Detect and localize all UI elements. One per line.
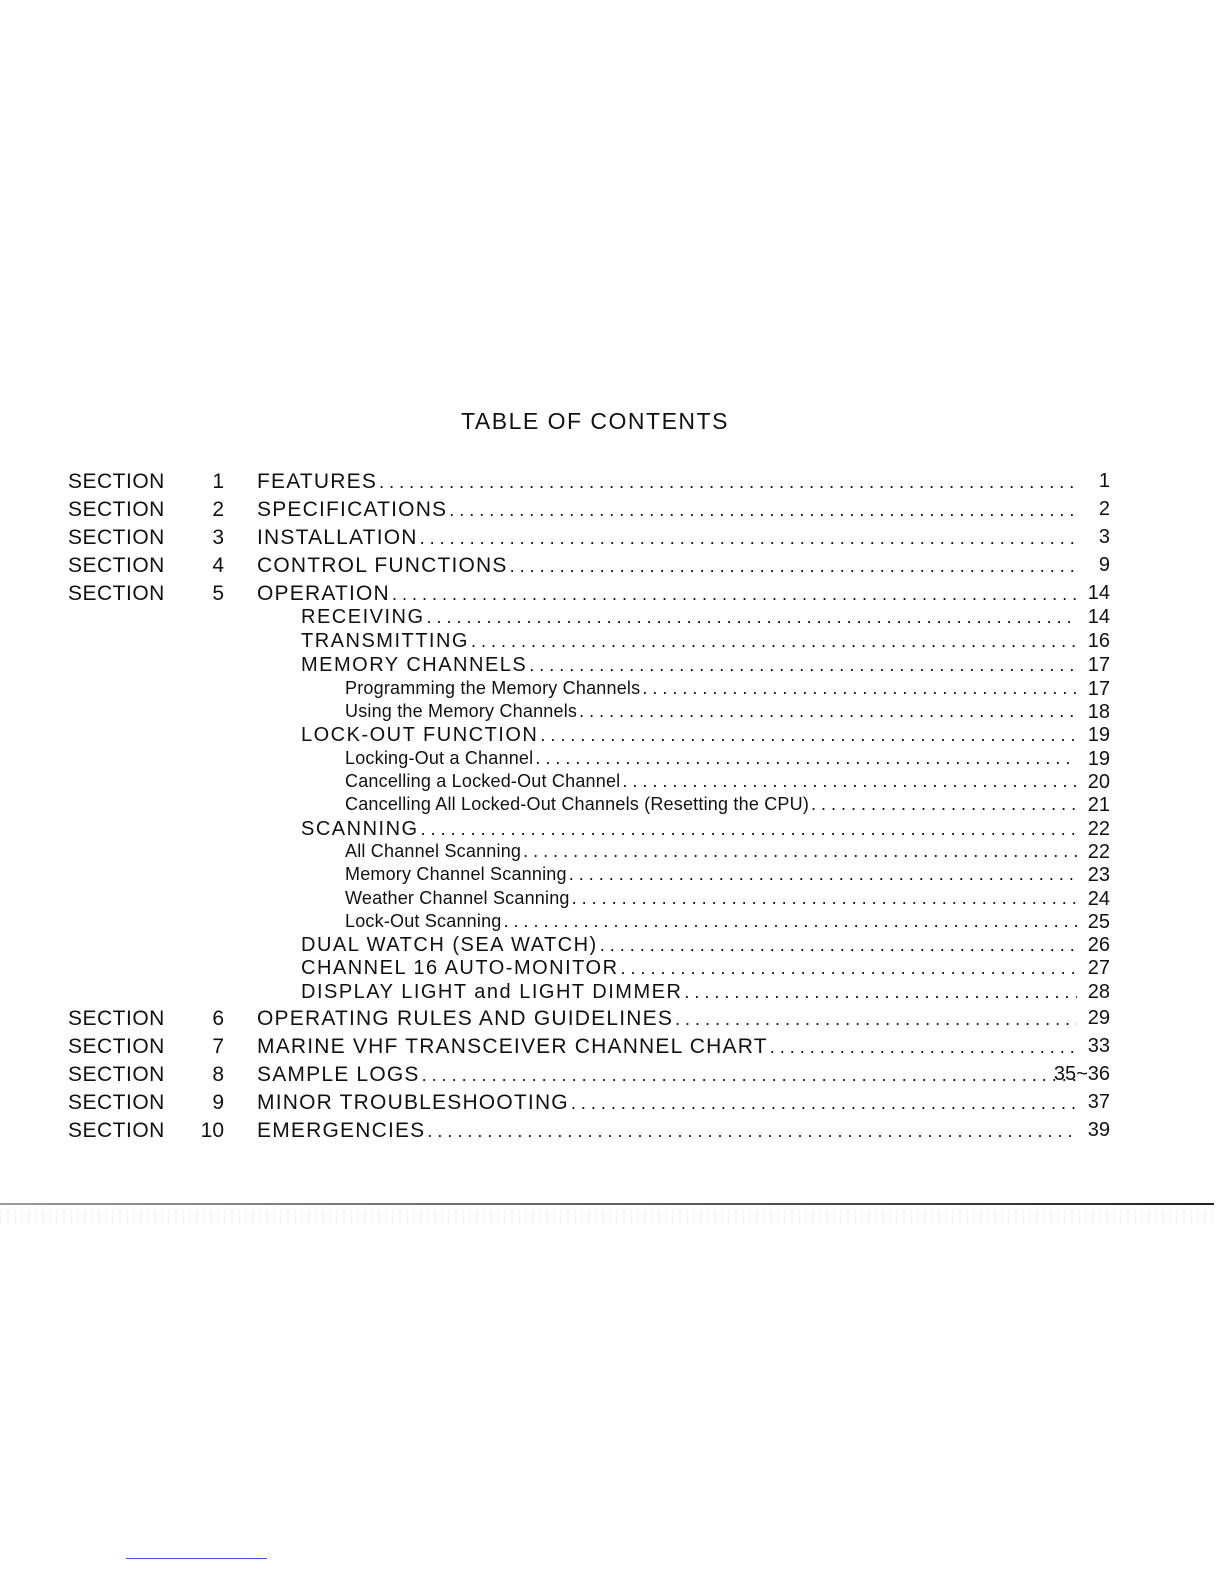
toc-row: [0, 1035, 1224, 1061]
toc-entry[interactable]: [257, 470, 1077, 494]
page-number: 3: [1098, 526, 1110, 548]
toc-entry[interactable]: [345, 794, 1077, 815]
dot-leader: [809, 794, 1077, 815]
toc-entry-title: Cancelling a Locked-Out Channel: [345, 771, 621, 791]
toc-row: [0, 1119, 1224, 1145]
section-label: SECTION: [68, 470, 165, 493]
dot-leader: [420, 1065, 1077, 1086]
page-number: 17: [1087, 678, 1110, 700]
dot-leader: [533, 748, 1077, 769]
toc-row: [0, 794, 1224, 820]
page-number: 28: [1087, 981, 1110, 1003]
toc-row: [0, 526, 1224, 552]
dot-leader: [419, 819, 1077, 840]
toc-entry-title: Programming the Memory Channels: [345, 678, 641, 698]
section-number: 1: [212, 470, 224, 493]
page-number: 1: [1098, 470, 1110, 492]
dot-leader: [508, 556, 1077, 577]
dot-leader: [538, 725, 1077, 746]
page-number: 24: [1087, 888, 1110, 910]
toc-entry[interactable]: [257, 526, 1077, 550]
dot-leader: [425, 607, 1077, 628]
toc-entry[interactable]: [301, 654, 1077, 677]
section-number: 2: [212, 498, 224, 521]
toc-entry-title: DUAL WATCH (SEA WATCH): [301, 934, 598, 956]
page-number: 29: [1087, 1007, 1110, 1029]
toc-row: [0, 724, 1224, 750]
toc-entry[interactable]: [257, 554, 1077, 578]
toc-entry[interactable]: [301, 818, 1077, 841]
toc-entry-title: Locking-Out a Channel: [345, 748, 534, 768]
toc-row: [0, 1063, 1224, 1089]
toc-row: [0, 630, 1224, 656]
toc-entry[interactable]: [345, 888, 1077, 909]
toc-row: [0, 981, 1224, 1007]
toc-entry[interactable]: [301, 606, 1077, 629]
toc-entry-title: Cancelling All Locked-Out Channels (Resetting the CPU): [345, 794, 810, 814]
toc-entry[interactable]: [257, 1007, 1077, 1031]
toc-entry[interactable]: [345, 678, 1077, 699]
section-number: 6: [212, 1007, 224, 1030]
section-label: SECTION: [68, 1063, 165, 1086]
dot-leader: [469, 631, 1077, 652]
dot-leader: [598, 935, 1077, 956]
dot-leader: [418, 528, 1077, 549]
page-number: 20: [1087, 771, 1110, 793]
section-number: 7: [212, 1035, 224, 1058]
toc-entry[interactable]: [301, 630, 1077, 653]
toc-entry[interactable]: [257, 1035, 1077, 1059]
toc-entry-title: FEATURES: [257, 470, 378, 493]
toc-entry[interactable]: [257, 498, 1077, 522]
toc-entry[interactable]: [301, 981, 1077, 1004]
page-number: 21: [1087, 794, 1110, 816]
page-number: 14: [1087, 582, 1110, 604]
toc-entry[interactable]: [345, 701, 1077, 722]
page-number: 18: [1087, 701, 1110, 723]
toc-row: [0, 498, 1224, 524]
page-number: 9: [1098, 554, 1110, 576]
section-number: 5: [212, 582, 224, 605]
page-number: 33: [1087, 1035, 1110, 1057]
toc-row: [0, 957, 1224, 983]
section-label: SECTION: [68, 1007, 165, 1030]
dot-leader: [447, 500, 1077, 521]
dot-leader: [682, 982, 1077, 1003]
section-number: 9: [212, 1091, 224, 1114]
page-number: 19: [1087, 748, 1110, 770]
toc-entry-title: MARINE VHF TRANSCEIVER CHANNEL CHART: [257, 1035, 768, 1058]
toc-entry[interactable]: [301, 934, 1077, 957]
page-number: 37: [1087, 1091, 1110, 1113]
section-label: SECTION: [68, 554, 165, 577]
section-label: SECTION: [68, 1119, 165, 1142]
section-number: 10: [200, 1119, 224, 1142]
toc-row: [0, 470, 1224, 496]
toc-entry[interactable]: [345, 748, 1077, 769]
dot-leader: [673, 1009, 1077, 1030]
toc-entry[interactable]: [301, 724, 1077, 747]
dot-leader: [619, 958, 1077, 979]
page-number: 27: [1087, 957, 1110, 979]
toc-row: [0, 582, 1224, 608]
toc-entry[interactable]: [257, 1119, 1077, 1143]
toc-entry-title: All Channel Scanning: [345, 841, 522, 861]
page-number: 19: [1087, 724, 1110, 746]
section-number: 3: [212, 526, 224, 549]
section-label: SECTION: [68, 1035, 165, 1058]
toc-entry-title: SPECIFICATIONS: [257, 498, 448, 521]
dot-leader: [570, 888, 1077, 909]
toc-entry-title: TRANSMITTING: [301, 630, 469, 652]
page-number: 25: [1087, 911, 1110, 933]
toc-entry[interactable]: [257, 1063, 1077, 1087]
toc-entry-title: CONTROL FUNCTIONS: [257, 554, 508, 577]
toc-entry[interactable]: [257, 1091, 1077, 1115]
toc-entry-title: RECEIVING: [301, 606, 425, 628]
page-number: 2: [1098, 498, 1110, 520]
dot-leader: [768, 1037, 1077, 1058]
page-number: 22: [1087, 841, 1110, 863]
section-label: SECTION: [68, 582, 165, 605]
toc-entry-title: Memory Channel Scanning: [345, 864, 567, 884]
toc-row: [0, 606, 1224, 632]
footer-line: [126, 1558, 267, 1559]
toc-entry[interactable]: [345, 771, 1077, 792]
toc-entry-title: SAMPLE LOGS: [257, 1063, 420, 1086]
dot-leader: [640, 678, 1077, 699]
dot-leader: [390, 584, 1077, 605]
dot-leader: [577, 701, 1077, 722]
toc-entry-title: Lock-Out Scanning: [345, 911, 502, 931]
toc-entry-title: Weather Channel Scanning: [345, 888, 570, 908]
toc-entry-title: INSTALLATION: [257, 526, 418, 549]
dot-leader: [521, 841, 1077, 862]
dot-leader: [620, 771, 1077, 792]
dot-leader: [425, 1121, 1077, 1142]
section-label: SECTION: [68, 526, 165, 549]
dot-leader: [569, 1093, 1077, 1114]
dot-leader: [527, 655, 1077, 676]
toc-entry-title: CHANNEL 16 AUTO-MONITOR: [301, 957, 619, 979]
section-number: 8: [212, 1063, 224, 1086]
dot-leader: [502, 911, 1078, 932]
page-number: 26: [1087, 934, 1110, 956]
horizontal-rule: [0, 1203, 1214, 1205]
page-number: 35~36: [1053, 1063, 1110, 1085]
page-number: 16: [1087, 630, 1110, 652]
scan-noise-band: [0, 1210, 1214, 1224]
page-number: 39: [1087, 1119, 1110, 1141]
toc-entry-title: Using the Memory Channels: [345, 701, 578, 721]
toc-entry-title: SCANNING: [301, 818, 419, 840]
page-number: 22: [1087, 818, 1110, 840]
toc-row: [0, 1091, 1224, 1117]
toc-entry-title: MINOR TROUBLESHOOTING: [257, 1091, 569, 1114]
toc-entry-title: OPERATING RULES AND GUIDELINES: [257, 1007, 674, 1030]
toc-entry-title: OPERATION: [257, 582, 390, 605]
toc-entry-title: DISPLAY LIGHT and LIGHT DIMMER: [301, 981, 683, 1003]
page-title: TABLE OF CONTENTS: [461, 408, 729, 434]
toc-entry[interactable]: [301, 957, 1077, 980]
toc-entry[interactable]: [257, 582, 1077, 606]
toc-row: [0, 864, 1224, 890]
dot-leader: [567, 864, 1077, 885]
toc-entry[interactable]: [345, 841, 1077, 862]
toc-row: [0, 554, 1224, 580]
toc-row: [0, 654, 1224, 680]
page-number: 17: [1087, 654, 1110, 676]
section-label: SECTION: [68, 1091, 165, 1114]
section-number: 4: [212, 554, 224, 577]
toc-row: [0, 1007, 1224, 1033]
toc-entry[interactable]: [345, 864, 1077, 885]
toc-entry-title: EMERGENCIES: [257, 1119, 426, 1142]
section-label: SECTION: [68, 498, 165, 521]
dot-leader: [377, 472, 1077, 493]
page-number: 23: [1087, 864, 1110, 886]
toc-entry-title: LOCK-OUT FUNCTION: [301, 724, 539, 746]
toc-entry-title: MEMORY CHANNELS: [301, 654, 528, 676]
page-number: 14: [1087, 606, 1110, 628]
toc-entry[interactable]: [345, 911, 1077, 932]
